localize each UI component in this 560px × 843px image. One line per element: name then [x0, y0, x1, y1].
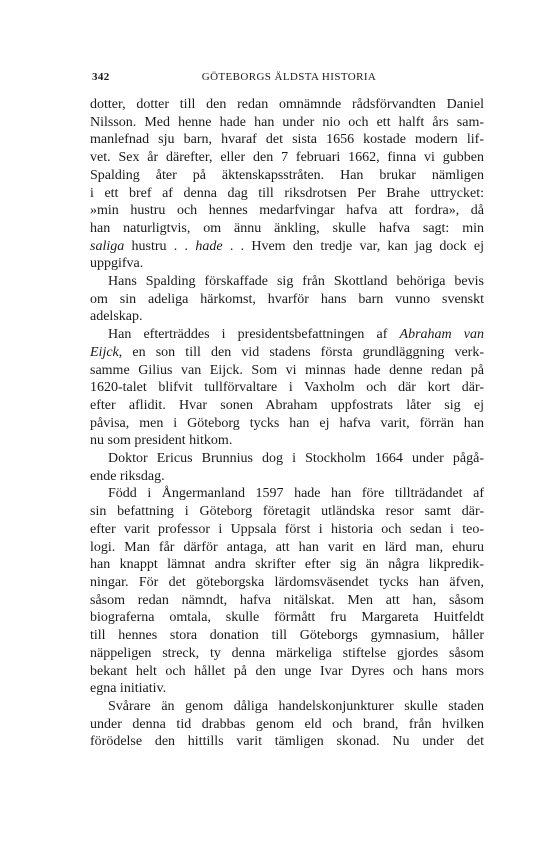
- text-line: samme Gilius van Eijck. Som vi minnas hade denne redan på: [90, 362, 484, 378]
- text-line: »min hustru och hennes medarfvingar hafva att fordra», då: [90, 203, 484, 219]
- page-header: [92, 71, 486, 87]
- text-fragment: Eijck: [90, 344, 119, 360]
- text-line: till hennes stora donation till Göteborgs gymnasium, håller: [90, 628, 484, 644]
- text-line: dotter, dotter till den redan omnämnde rådsförvandten Daniel: [90, 97, 484, 112]
- text-line: såsom redan nämndt, hafva nitälskat. Men att han, såsom: [90, 592, 484, 608]
- text-line: efter aflidit. Hvar sonen Abraham uppfostrats låter sig ej: [90, 397, 484, 413]
- text-line: han naturligtvis, om ännu änkling, skulle hafva sagt: min: [90, 220, 484, 236]
- text-line: Hans Spalding förskaffade sig från Skottland behöriga bevis: [108, 274, 484, 290]
- text-fragment: Abraham van: [399, 327, 484, 343]
- text-line: [90, 326, 484, 344]
- text-line: ningar. För det göteborgska lärdomsväsendet tycks han äfven,: [90, 574, 484, 590]
- text-fragment: hustru . .: [124, 238, 196, 254]
- text-line: Nilsson. Med henne hade han under nio och ett halft års sam-: [90, 114, 484, 130]
- running-title: GÖTEBORGS ÄLDSTA HISTORIA: [201, 71, 377, 83]
- body-text: [90, 96, 484, 751]
- text-fragment: Han efterträddes i presidentsbefattningen af: [108, 327, 400, 343]
- text-line: 1620-talet blifvit tullförvaltare i Vaxholm och där kort där-: [90, 380, 484, 396]
- text-line: i ett bref af denna dag till riksdrotsen Per Brahe uttrycket:: [90, 185, 484, 201]
- text-line: om sin adeliga härkomst, hvarför hans barn vunno svenskt: [90, 291, 484, 307]
- text-line: förödelse den hittills varit tämligen skonad. Nu under det: [90, 734, 484, 750]
- page-number: 342: [92, 71, 110, 83]
- text-fragment: . . Hvem den tredje var, kan jag dock ej: [222, 238, 485, 254]
- text-line: adelskap.: [90, 309, 143, 325]
- text-line: Född i Ångermanland 1597 hade han före tillträdandet af: [108, 486, 484, 502]
- text-line: manlefnad sju barn, hvaraf det sista 1656 kostade modern lif-: [90, 132, 484, 148]
- text-line: egna initiativ.: [90, 681, 167, 697]
- text-line: efter varit professor i Uppsala först i historia och sedan i teo-: [90, 521, 484, 537]
- text-line: näppeligen streck, ty denna märkeliga stiftelse gjordes såsom: [90, 645, 484, 661]
- text-line: Spalding åter på äktenskapsstråten. Han brukar nämligen: [90, 167, 484, 183]
- text-line: han knappt lämnat andra skrifter efter sig än några likpredik-: [90, 557, 484, 573]
- text-line: under denna tid drabbas genom eld och brand, från hvilken: [90, 716, 484, 732]
- text-fragment: hade: [195, 238, 223, 254]
- text-fragment: saliga: [90, 238, 125, 254]
- text-line: logi. Man får därför antaga, att han varit en lärd man, ehuru: [90, 539, 484, 555]
- text-line: ende riksdag.: [90, 468, 165, 484]
- text-line: uppgifva.: [90, 256, 144, 272]
- text-line: biograferna omtala, skulle förmått fru Margareta Huitfeldt: [90, 610, 484, 626]
- text-line: Svårare än genom dåliga handelskonjunkturer skulle staden: [108, 698, 484, 714]
- text-line: [90, 344, 484, 362]
- text-line: påvisa, men i Göteborg tycks han ej hafva varit, förrän han: [90, 415, 484, 431]
- text-line: vet. Sex år därefter, eller den 7 februari 1662, finna vi gubben: [90, 150, 484, 166]
- text-line: bekant helt och hållet på den unge Ivar Dyres och hans mors: [90, 663, 484, 679]
- text-line: Doktor Ericus Brunnius dog i Stockholm 1664 under pågå-: [108, 451, 484, 467]
- text-line: [90, 238, 484, 256]
- text-line: sin befattning i Göteborg företagit utländska resor samt där-: [90, 504, 484, 520]
- text-fragment: , en son till den vid stadens första grundläggning verk-: [118, 344, 484, 360]
- text-line: nu som president hitkom.: [90, 433, 233, 449]
